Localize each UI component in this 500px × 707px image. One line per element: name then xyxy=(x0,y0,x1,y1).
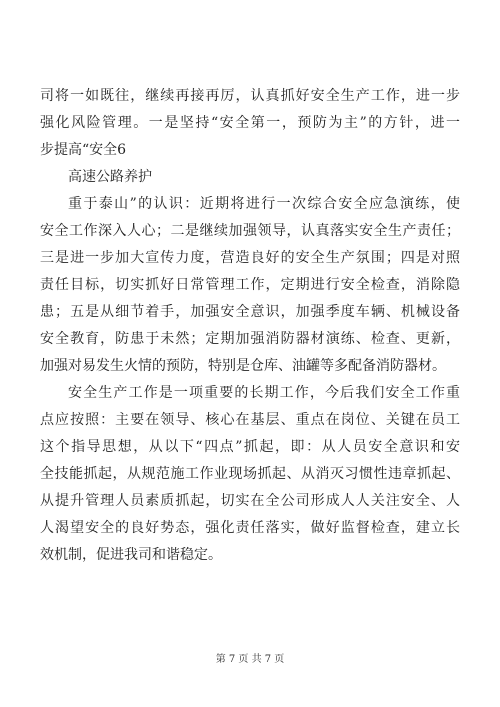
page-footer xyxy=(0,654,500,666)
text-line: 三是进一步加大宣传力度，营造良好的安全生产氛围；四是对照 xyxy=(40,250,460,266)
text-line: 加强对易发生火情的预防，特别是仓库、油罐等多配备消防器材。 xyxy=(40,358,446,374)
text-line: 步提高“安全6 xyxy=(40,142,127,158)
text-line: 从提升管理人员素质抓起，切实在全公司形成人人关注安全、人 xyxy=(40,493,460,509)
document-body xyxy=(40,87,460,573)
text-line: 强化风险管理。一是坚持“安全第一，预防为主”的方针，进一 xyxy=(40,115,460,131)
text-line: 患；五是从细节着手，加强安全意识，加强季度车辆、机械设备 xyxy=(40,304,460,320)
section-heading: 高速公路养护 xyxy=(68,169,152,185)
text-line: 安全工作深入人心；二是继续加强领导，认真落实安全生产责任； xyxy=(40,223,460,239)
text-line: 人渴望安全的良好势态，强化责任落实，做好监督检查，建立长 xyxy=(40,520,460,536)
text-line: 责任目标，切实抓好日常管理工作，定期进行安全检查，消除隐 xyxy=(40,277,460,293)
text-line: 安全教育，防患于未然；定期加强消防器材演练、检查、更新， xyxy=(40,331,460,347)
text-line: 点应按照：主要在领导、核心在基层、重点在岗位、关键在员工 xyxy=(40,412,460,428)
text-line: 重于泰山”的认识：近期将进行一次综合安全应急演练，使 xyxy=(68,196,460,212)
page-number: 第 7 页 共 7 页 xyxy=(215,654,285,665)
text-line: 安全生产工作是一项重要的长期工作，今后我们安全工作重 xyxy=(68,385,460,401)
text-line: 司将一如既往，继续再接再厉，认真抓好安全生产工作，进一步 xyxy=(40,88,460,104)
text-line: 效机制，促进我司和谐稳定。 xyxy=(40,547,222,563)
text-line: 全技能抓起，从规范施工作业现场抓起、从消灭习惯性违章抓起、 xyxy=(40,466,460,482)
text-line: 这个指导思想，从以下“四点”抓起，即：从人员安全意识和安 xyxy=(40,439,460,455)
